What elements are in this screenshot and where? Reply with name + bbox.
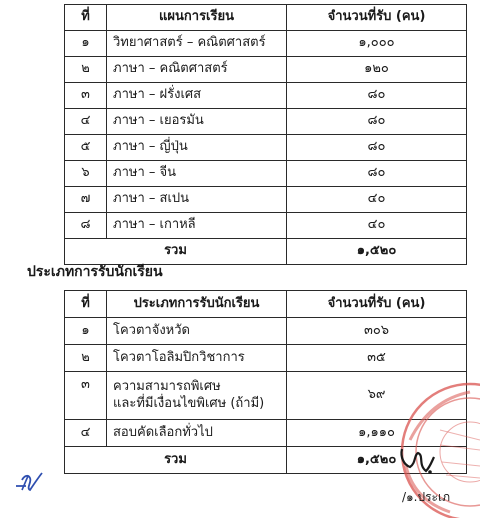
total-value: ๑,๕๒๐ (287, 239, 467, 265)
section-title: ประเภทการรับนักเรียน (27, 264, 163, 280)
row-type-line1: ความสามารถพิเศษ (113, 379, 221, 395)
row-no: ๘ (65, 213, 107, 239)
table-row (65, 83, 467, 109)
row-plan: วิทยาศาสตร์ – คณิตศาสตร์ (107, 31, 287, 57)
row-plan: ภาษา – เกาหลี (107, 213, 287, 239)
col-header-no: ที่ (65, 5, 107, 31)
table-row (65, 318, 467, 345)
row-no: ๑ (65, 318, 107, 345)
table-row (65, 345, 467, 372)
row-count: ๘๐ (287, 83, 467, 109)
table-row (65, 213, 467, 239)
handwritten-signature (396, 445, 438, 479)
row-no: ๓ (65, 372, 107, 420)
row-count: ๖๙ (287, 372, 467, 420)
row-plan: ภาษา – ญี่ปุ่น (107, 135, 287, 161)
row-count: ๘๐ (287, 135, 467, 161)
row-no: ๕ (65, 135, 107, 161)
table-row (65, 161, 467, 187)
table-header-row (65, 291, 467, 318)
row-no: ๒ (65, 345, 107, 372)
row-count: ๑๒๐ (287, 57, 467, 83)
row-count: ๑,๑๑๐ (287, 420, 467, 447)
row-count: ๘๐ (287, 109, 467, 135)
row-no: ๑ (65, 31, 107, 57)
col-header-plan: แผนการเรียน (107, 5, 287, 31)
col-header-no: ที่ (65, 291, 107, 318)
row-plan: ภาษา – สเปน (107, 187, 287, 213)
table-row (65, 31, 467, 57)
col-header-count: จำนวนที่รับ (คน) (287, 291, 467, 318)
total-label: รวม (65, 239, 287, 265)
row-plan: ภาษา – ฝรั่งเศส (107, 83, 287, 109)
row-no: ๒ (65, 57, 107, 83)
row-type-line2: และที่มีเงื่อนไขพิเศษ (ถ้ามี) (113, 395, 265, 411)
row-no: ๗ (65, 187, 107, 213)
row-type: โควตาโอลิมปิกวิชาการ (107, 345, 287, 372)
row-type (107, 372, 287, 420)
table-row (65, 135, 467, 161)
row-count: ๓๐๖ (287, 318, 467, 345)
row-no: ๔ (65, 109, 107, 135)
table-row (65, 109, 467, 135)
total-label: รวม (65, 447, 287, 474)
table-header-row (65, 5, 467, 31)
row-count: ๓๕ (287, 345, 467, 372)
row-count: ๔๐ (287, 187, 467, 213)
row-plan: ภาษา – เยอรมัน (107, 109, 287, 135)
table-row (65, 187, 467, 213)
table-row (65, 57, 467, 83)
row-count: ๔๐ (287, 213, 467, 239)
row-type: สอบคัดเลือกทั่วไป (107, 420, 287, 447)
row-plan: ภาษา – คณิตศาสตร์ (107, 57, 287, 83)
total-value: ๑,๕๒๐ (287, 447, 467, 474)
row-count: ๑,๐๐๐ (287, 31, 467, 57)
row-plan: ภาษา – จีน (107, 161, 287, 187)
handwritten-initials (14, 470, 48, 492)
col-header-type: ประเภทการรับนักเรียน (107, 291, 287, 318)
row-type: โควตาจังหวัด (107, 318, 287, 345)
study-plan-table (64, 4, 467, 265)
row-no: ๓ (65, 83, 107, 109)
row-no: ๔ (65, 420, 107, 447)
col-header-count: จำนวนที่รับ (คน) (287, 5, 467, 31)
signature-caption: /๑.ประเภ (402, 490, 450, 504)
row-count: ๘๐ (287, 161, 467, 187)
row-no: ๖ (65, 161, 107, 187)
